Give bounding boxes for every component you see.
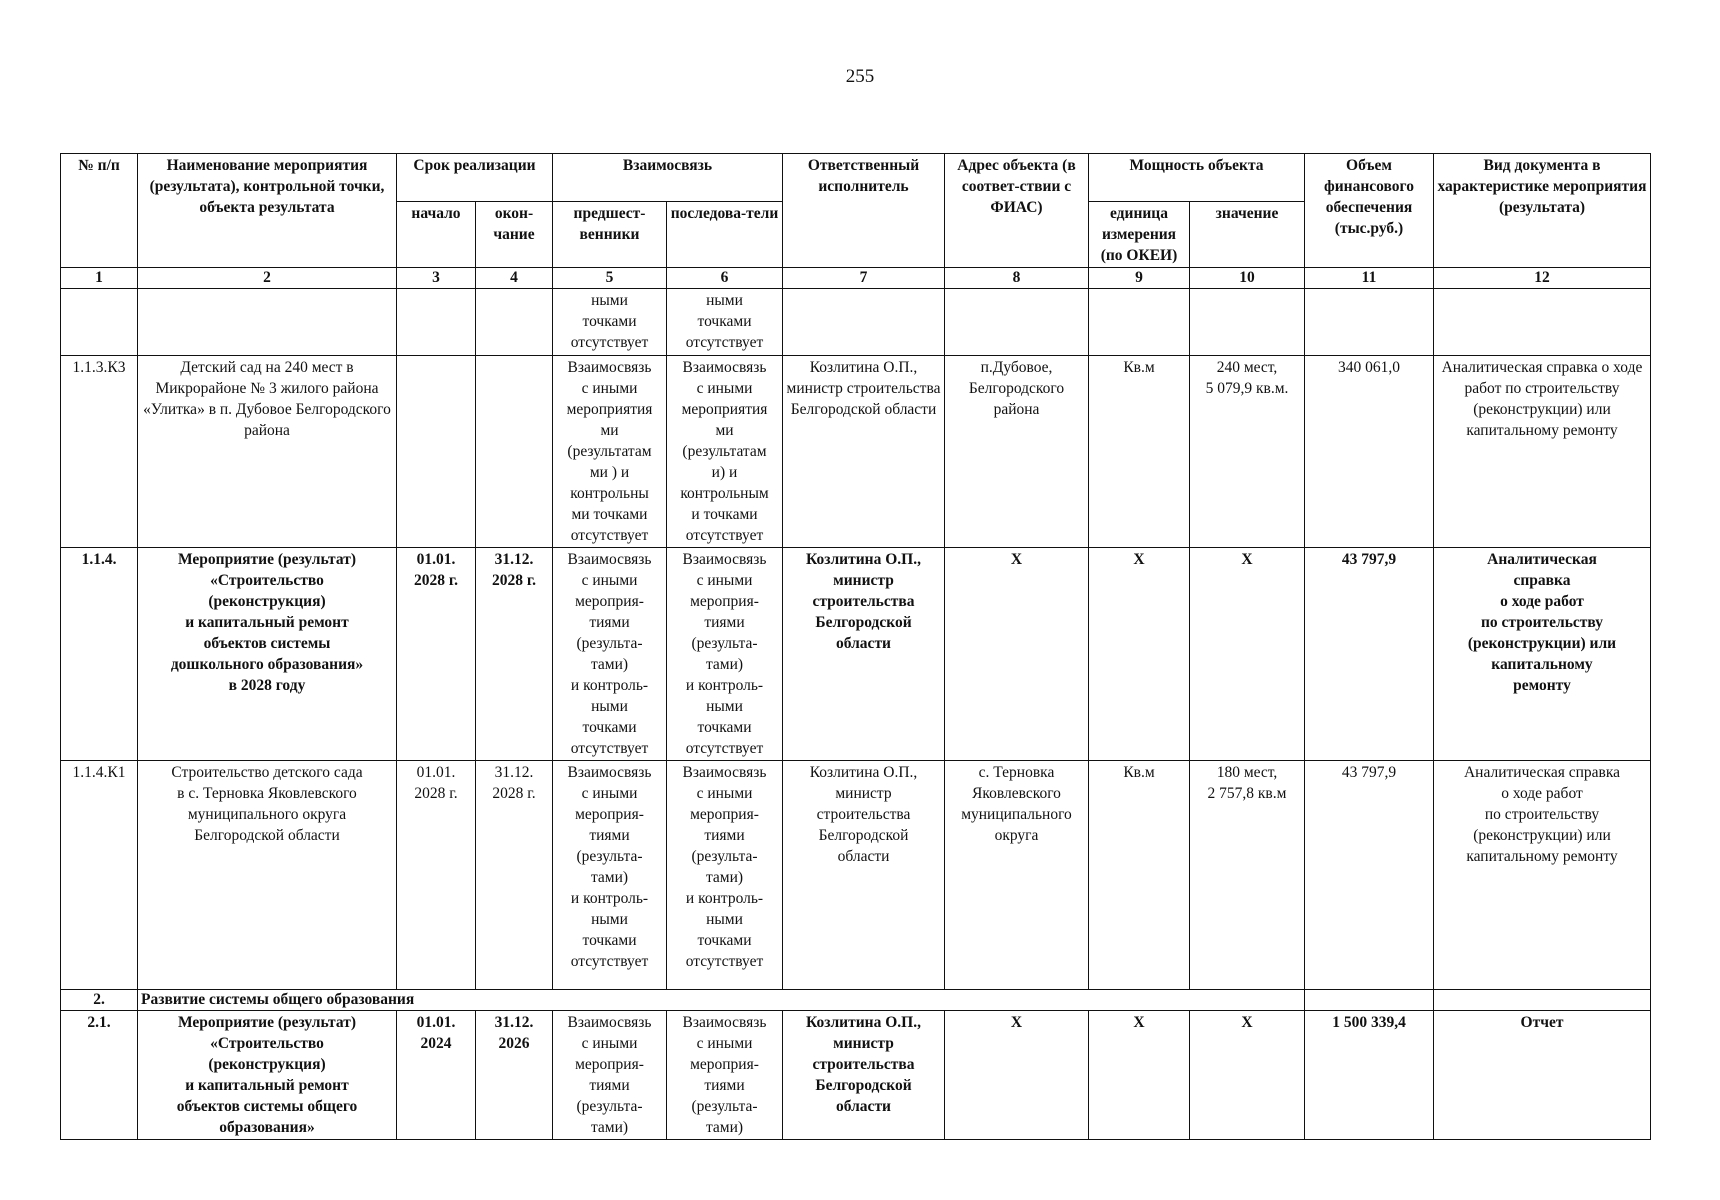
cell-end — [476, 356, 553, 548]
cell-value: Х — [1190, 548, 1305, 761]
column-number: 6 — [667, 268, 783, 289]
column-number: 9 — [1089, 268, 1190, 289]
section-empty-cell — [1434, 990, 1651, 1011]
cell-address: Х — [945, 548, 1089, 761]
header-doc-type: Вид документа в характеристике мероприятия (результата) — [1434, 154, 1651, 268]
cell-successors: Взаимосвязь с иными мероприятия ми (результатам и) и контрольным и точками отсутствует — [667, 356, 783, 548]
cell-value: Х — [1190, 1011, 1305, 1140]
column-number: 11 — [1305, 268, 1434, 289]
column-numbers-row — [61, 268, 1651, 289]
cell-name: Мероприятие (результат) «Строительство (реконструкция) и капитальный ремонт объектов системы дошкольного образования» в 2028 году — [138, 548, 397, 761]
header-responsible: Ответственный исполнитель — [783, 154, 945, 268]
section-empty-cell — [1305, 990, 1434, 1011]
cell-value: 240 мест, 5 079,9 кв.м. — [1190, 356, 1305, 548]
cell-unit: Х — [1089, 1011, 1190, 1140]
cell-unit: Кв.м — [1089, 761, 1190, 990]
header-term-start: начало — [397, 202, 476, 268]
cell-num: 2.1. — [61, 1011, 138, 1140]
cell-address — [945, 289, 1089, 356]
table-row — [61, 761, 1651, 990]
cell-funding — [1305, 289, 1434, 356]
cell-address: Х — [945, 1011, 1089, 1140]
measures-table — [60, 153, 1651, 1140]
column-number: 3 — [397, 268, 476, 289]
cell-successors: Взаимосвязь с иными мероприя- тиями (результа- тами) и контроль- ными точками отсутствует — [667, 548, 783, 761]
header-relation: Взаимосвязь — [553, 154, 783, 202]
cell-responsible — [783, 289, 945, 356]
cell-responsible: Козлитина О.П., министр строительства Белгородской области — [783, 356, 945, 548]
cell-doc — [1434, 289, 1651, 356]
column-number: 5 — [553, 268, 667, 289]
cell-unit: Х — [1089, 548, 1190, 761]
cell-num: 1.1.3.К3 — [61, 356, 138, 548]
cell-value — [1190, 289, 1305, 356]
section-title: Развитие системы общего образования — [138, 990, 1305, 1011]
table-row — [61, 548, 1651, 761]
cell-start — [397, 289, 476, 356]
cell-responsible: Козлитина О.П., министр строительства Белгородской области — [783, 761, 945, 990]
column-number: 4 — [476, 268, 553, 289]
cell-doc: Аналитическая справка о ходе работ по строительству (реконструкции) или капитальному ремонту — [1434, 548, 1651, 761]
column-number: 7 — [783, 268, 945, 289]
cell-funding: 340 061,0 — [1305, 356, 1434, 548]
cell-predecessors: Взаимосвязь с иными мероприя- тиями (результа- тами) и контроль- ными точками отсутствует — [553, 761, 667, 990]
cell-predecessors: Взаимосвязь с иными мероприя- тиями (результа- тами) и контроль- ными точками отсутствует — [553, 548, 667, 761]
table-row — [61, 1011, 1651, 1140]
cell-end — [476, 289, 553, 356]
cell-funding: 1 500 339,4 — [1305, 1011, 1434, 1140]
column-number: 2 — [138, 268, 397, 289]
cell-responsible: Козлитина О.П., министр строительства Белгородской области — [783, 548, 945, 761]
cell-start — [397, 356, 476, 548]
cell-name: Мероприятие (результат) «Строительство (реконструкция) и капитальный ремонт объектов системы общего образования» — [138, 1011, 397, 1140]
cell-doc: Аналитическая справка о ходе работ по строительству (реконструкции) или капитальному ремонту — [1434, 761, 1651, 990]
cell-end: 31.12. 2028 г. — [476, 761, 553, 990]
cell-start: 01.01. 2024 — [397, 1011, 476, 1140]
header-row — [61, 154, 1651, 202]
cell-num: 1.1.4.К1 — [61, 761, 138, 990]
header-num: № п/п — [61, 154, 138, 268]
cell-end: 31.12. 2026 — [476, 1011, 553, 1140]
cell-num — [61, 289, 138, 356]
header-value: значение — [1190, 202, 1305, 268]
cell-predecessors: ными точками отсутствует — [553, 289, 667, 356]
cell-name: Детский сад на 240 мест в Микрорайоне № 3 жилого района «Улитка» в п. Дубовое Белгородского района — [138, 356, 397, 548]
table-row — [61, 356, 1651, 548]
page-number: 255 — [845, 66, 875, 87]
header-predecessors: предшест-венники — [553, 202, 667, 268]
column-number: 1 — [61, 268, 138, 289]
section-row — [61, 990, 1651, 1011]
cell-predecessors: Взаимосвязь с иными мероприя- тиями (результа- тами) — [553, 1011, 667, 1140]
cell-successors: Взаимосвязь с иными мероприя- тиями (результа- тами) — [667, 1011, 783, 1140]
cell-unit — [1089, 289, 1190, 356]
cell-end: 31.12. 2028 г. — [476, 548, 553, 761]
cell-name: Строительство детского сада в с. Терновка Яковлевского муниципального округа Белгородской области — [138, 761, 397, 990]
cell-successors: Взаимосвязь с иными мероприя- тиями (результа- тами) и контроль- ными точками отсутствует — [667, 761, 783, 990]
cell-unit: Кв.м — [1089, 356, 1190, 548]
header-term: Срок реализации — [397, 154, 553, 202]
cell-num: 1.1.4. — [61, 548, 138, 761]
cell-funding: 43 797,9 — [1305, 761, 1434, 990]
header-unit: единица измерения (по ОКЕИ) — [1089, 202, 1190, 268]
cell-value: 180 мест, 2 757,8 кв.м — [1190, 761, 1305, 990]
table-row — [61, 289, 1651, 356]
cell-address: с. Терновка Яковлевского муниципального округа — [945, 761, 1089, 990]
cell-successors: ными точками отсутствует — [667, 289, 783, 356]
cell-responsible: Козлитина О.П., министр строительства Белгородской области — [783, 1011, 945, 1140]
cell-start: 01.01. 2028 г. — [397, 548, 476, 761]
cell-start: 01.01. 2028 г. — [397, 761, 476, 990]
header-capacity: Мощность объекта — [1089, 154, 1305, 202]
section-num: 2. — [61, 990, 138, 1011]
column-number: 8 — [945, 268, 1089, 289]
header-name: Наименование мероприятия (результата), контрольной точки, объекта результата — [138, 154, 397, 268]
cell-funding: 43 797,9 — [1305, 548, 1434, 761]
cell-address: п.Дубовое, Белгородского района — [945, 356, 1089, 548]
cell-predecessors: Взаимосвязь с иными мероприятия ми (результатам ми ) и контрольны ми точками отсутствует — [553, 356, 667, 548]
column-number: 12 — [1434, 268, 1651, 289]
header-successors: последова-тели — [667, 202, 783, 268]
header-funding: Объем финансового обеспечения (тыс.руб.) — [1305, 154, 1434, 268]
cell-doc: Отчет — [1434, 1011, 1651, 1140]
cell-name — [138, 289, 397, 356]
cell-doc: Аналитическая справка о ходе работ по строительству (реконструкции) или капитальному ремонту — [1434, 356, 1651, 548]
header-term-end: окон-чание — [476, 202, 553, 268]
column-number: 10 — [1190, 268, 1305, 289]
header-address: Адрес объекта (в соответ-ствии с ФИАС) — [945, 154, 1089, 268]
